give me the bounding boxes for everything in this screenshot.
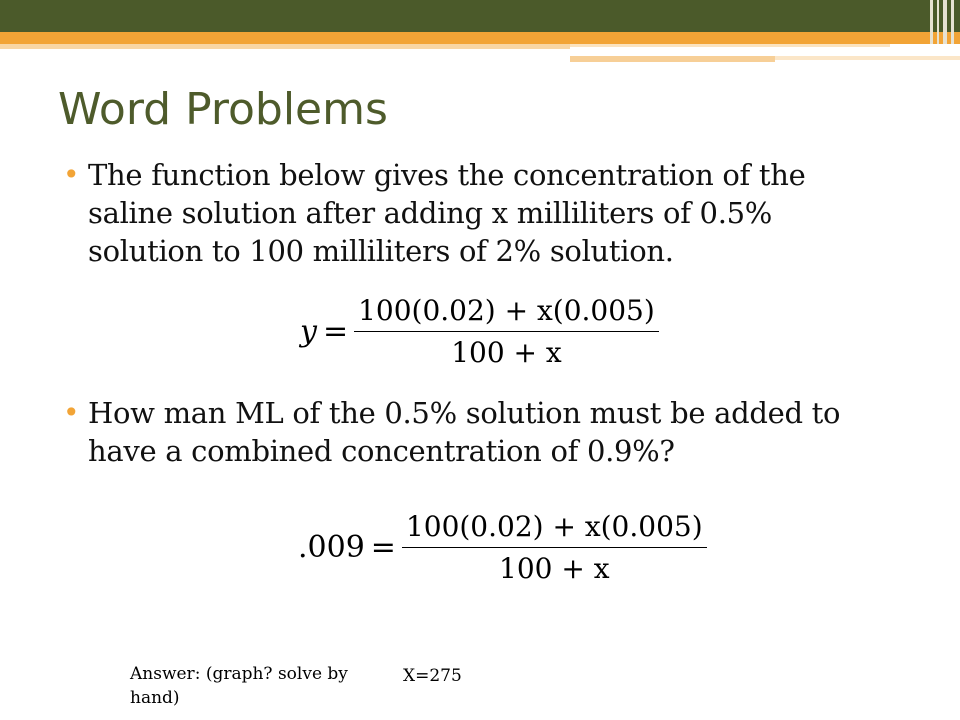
bullet-text: How man ML of the 0.5% solution must be added to have a combined concentration of 0.9%?: [88, 396, 841, 468]
header-band-orange: [0, 32, 960, 44]
header-band-light: [570, 56, 775, 62]
equation-numerator: 100(0.02) + x(0.005): [358, 294, 655, 327]
header-stripe: [943, 0, 947, 44]
slide-title: Word Problems: [58, 84, 388, 135]
equation: [298, 510, 707, 585]
header-stripe: [951, 0, 954, 44]
bullet-text: The function below gives the concentration of the saline solution after adding x milliliters of 0.5% solution to 100 milliliters of 2% solution.: [88, 158, 806, 268]
answer-note: Answer: (graph? solve by hand): [130, 664, 348, 708]
equation-denominator: 100 + x: [354, 331, 659, 369]
equation-lhs: .009: [298, 530, 365, 565]
equation-numerator: 100(0.02) + x(0.005): [405, 510, 703, 543]
bullet-dot-icon: •: [63, 158, 80, 191]
bullet-item: [63, 394, 888, 470]
header-band-light: [0, 44, 570, 49]
answer-value: X=275: [403, 666, 462, 686]
header-stripe: [937, 0, 939, 44]
header-stripe: [930, 0, 933, 44]
equation: [300, 294, 659, 369]
bullet-dot-icon: •: [63, 396, 80, 429]
bullet-item: [63, 156, 888, 270]
equation-fraction: [354, 294, 659, 369]
equation-lhs: y: [300, 314, 317, 349]
header-band-dark: [0, 0, 960, 32]
equation-fraction: [402, 510, 707, 585]
equation-equals: =: [370, 530, 396, 565]
header-band-light: [775, 56, 960, 60]
equation-denominator: 100 + x: [402, 547, 707, 585]
header-band-light: [570, 44, 890, 47]
equation-equals: =: [322, 314, 349, 349]
